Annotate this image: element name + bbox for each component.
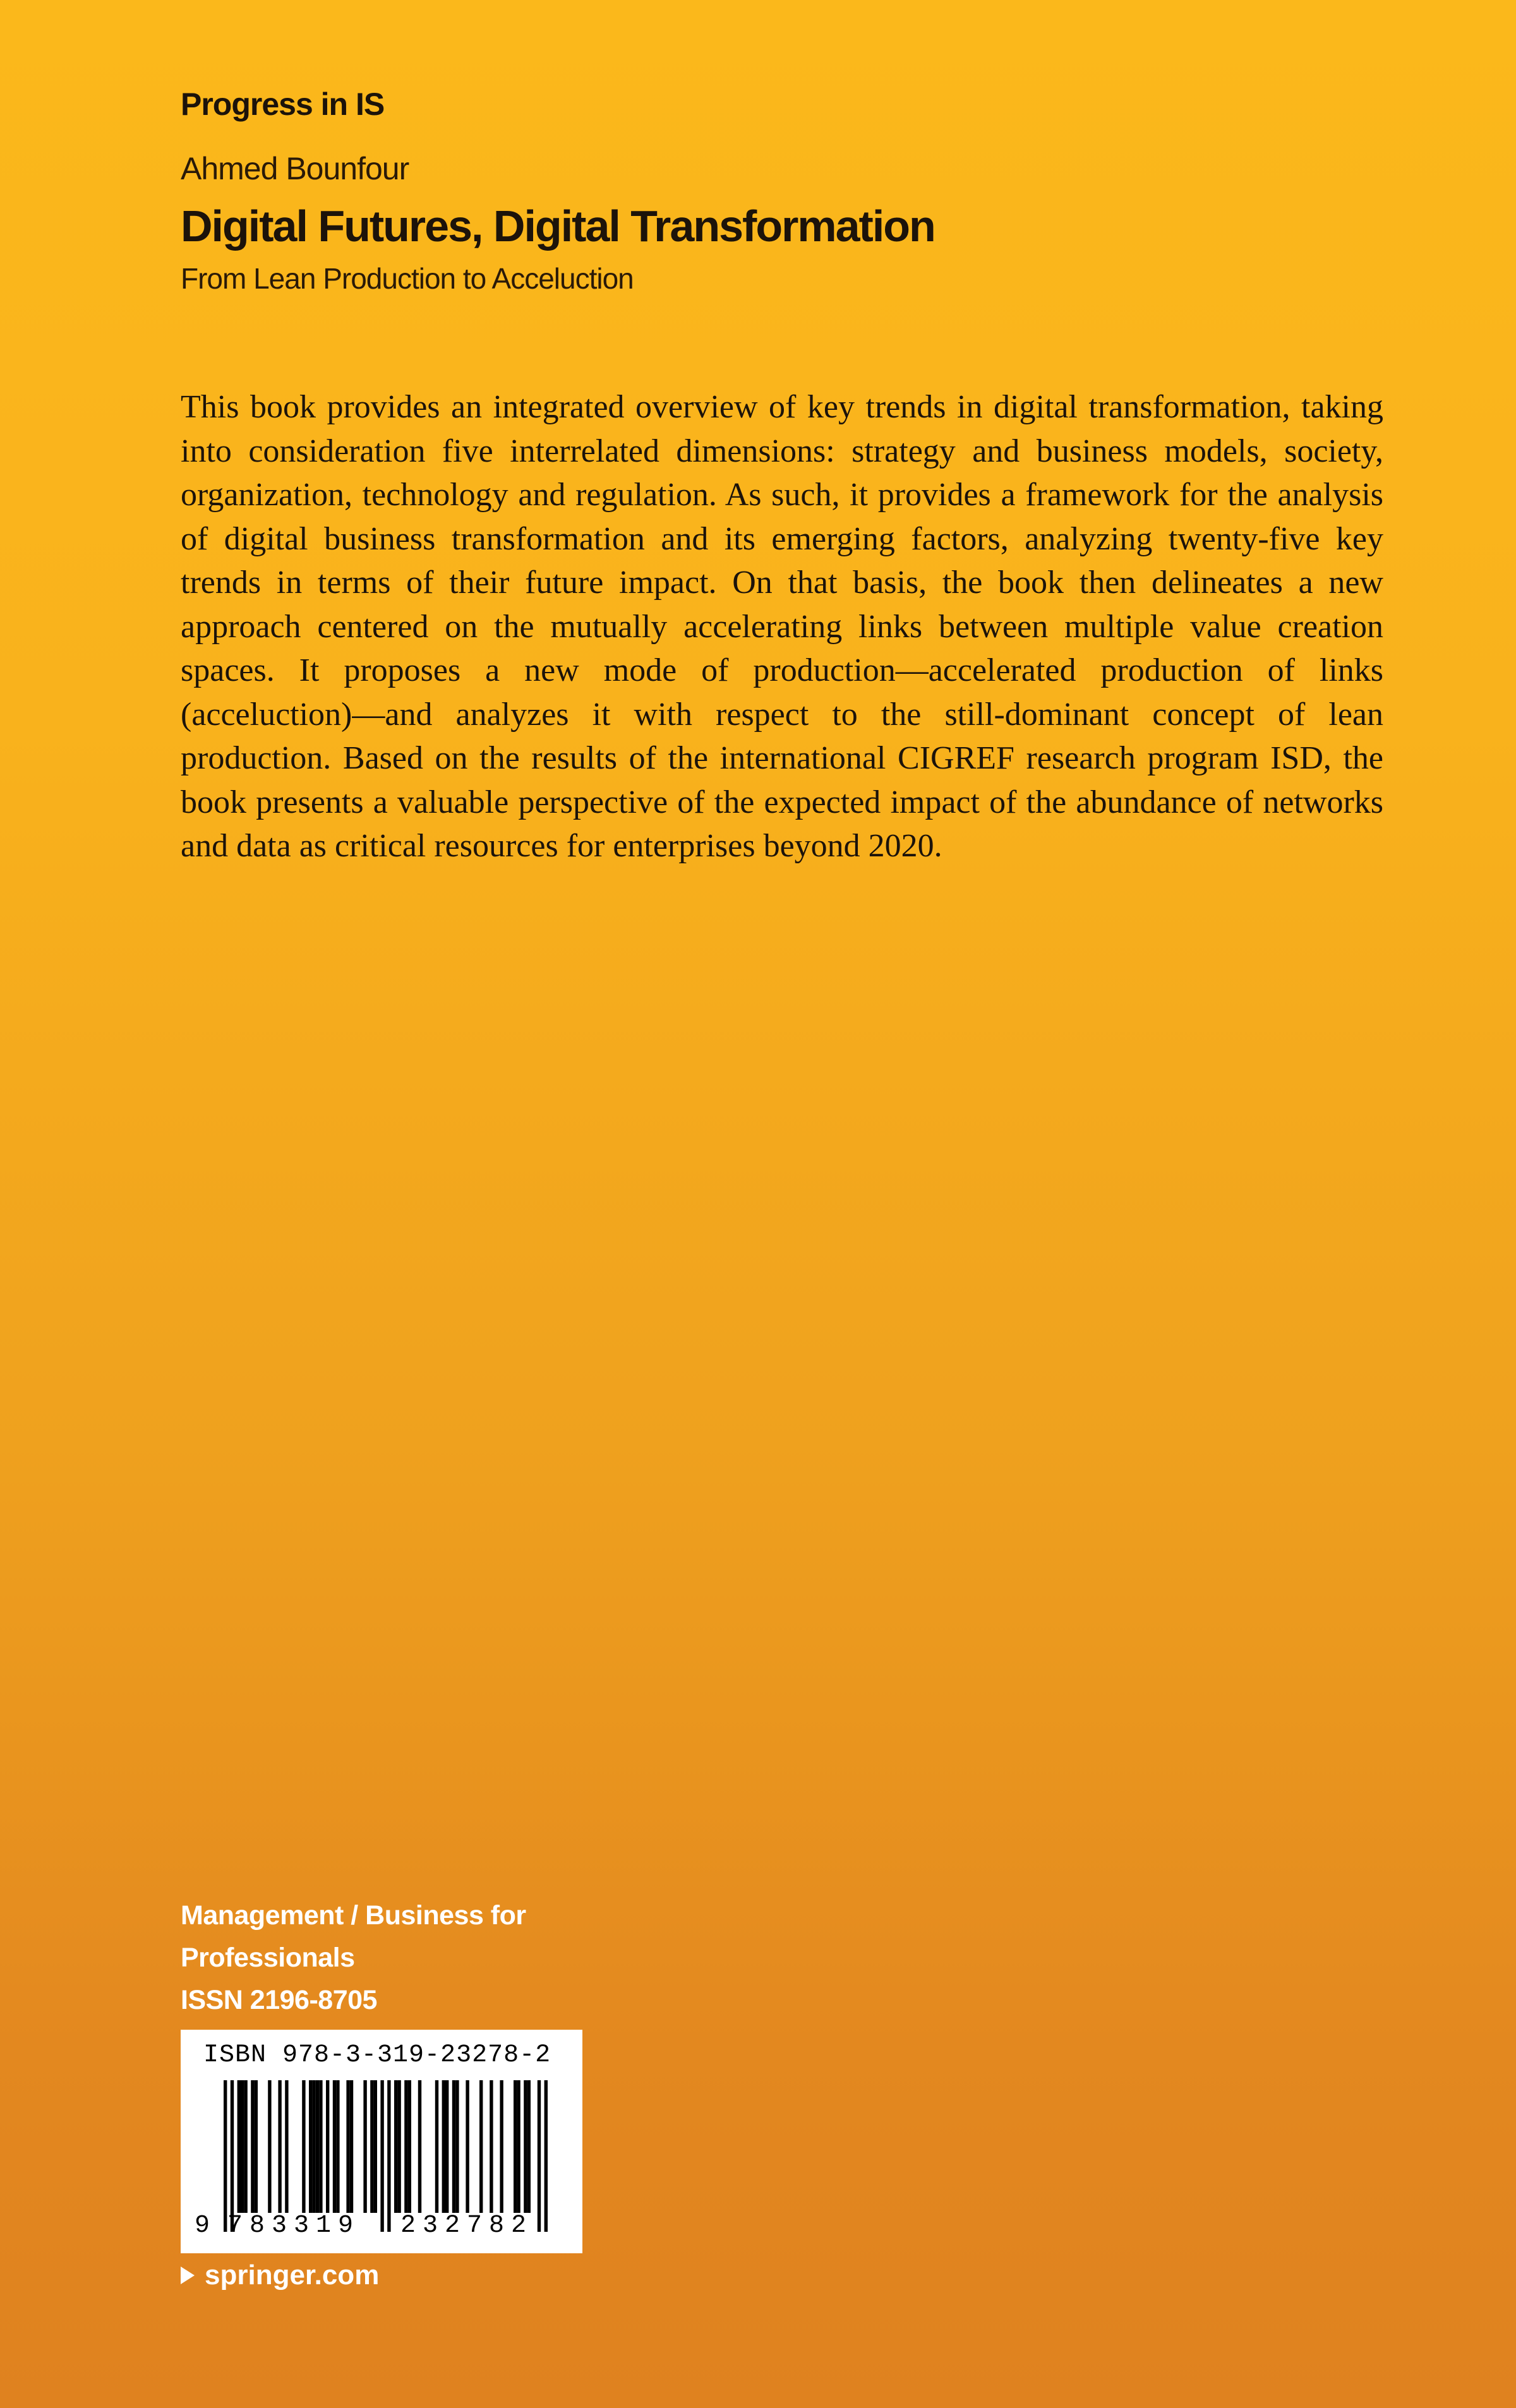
publisher-link-text: springer.com xyxy=(205,2260,380,2291)
barcode-bar xyxy=(490,2080,493,2213)
barcode-bar xyxy=(319,2080,322,2213)
barcode-bar xyxy=(418,2080,421,2213)
barcode-bar xyxy=(374,2080,377,2213)
barcode-bar xyxy=(380,2080,383,2232)
triangle-right-icon xyxy=(181,2267,195,2284)
issn: ISSN 2196-8705 xyxy=(181,1985,377,2015)
barcode-bar xyxy=(278,2080,281,2213)
isbn-label: ISBN 978-3-319-23278-2 xyxy=(203,2041,551,2070)
barcode-bar xyxy=(527,2080,531,2213)
barcode-bar xyxy=(350,2080,353,2213)
barcode-bar xyxy=(387,2080,390,2232)
isbn-barcode xyxy=(181,2030,582,2253)
barcode-bar xyxy=(326,2080,329,2213)
barcode-bar xyxy=(336,2080,339,2213)
category-line-1: Management / Business for xyxy=(181,1900,526,1931)
description-paragraph: This book provides an integrated overview of key trends in digital transformation, taking into consideration five interrelated dimensions: strategy and business models, society, organization, technology and regulation. As such, it provides a framework for the analysis of digital business transformation and its emerging factors, analyzing twenty-five key trends in terms of their future impact. On that basis, the book then delineates a new approach centered on the mutually accelerating links between multiple value creation spaces. It proposes a new mode of production—accelerated production of links (acceluction)—and analyzes it with respect to the still-dominant concept of lean production. Based on the results of the international CIGREF research program ISD, the book presents a valuable perspective of the expected impact of the abundance of networks and data as critical resources for enterprises beyond 2020. xyxy=(181,389,1383,864)
ean-first-digit: 9 xyxy=(195,2212,210,2240)
barcode-bar xyxy=(397,2080,400,2213)
barcode-bar xyxy=(302,2080,305,2213)
barcode-bar xyxy=(238,2080,241,2213)
barcode-bar xyxy=(363,2080,366,2213)
barcode-bar xyxy=(524,2080,527,2213)
series-name: Progress in IS xyxy=(181,87,385,122)
barcode-bar xyxy=(255,2080,258,2213)
barcode-bar xyxy=(312,2080,315,2213)
barcode-bar xyxy=(452,2080,455,2213)
barcode-bar xyxy=(445,2080,448,2213)
barcode-bar xyxy=(408,2080,411,2213)
category-line-2: Professionals xyxy=(181,1943,355,1973)
barcode-bar xyxy=(544,2080,548,2232)
barcode-bar xyxy=(455,2080,459,2213)
barcode-bar xyxy=(333,2080,336,2213)
barcode-bar xyxy=(268,2080,271,2213)
barcode-bar xyxy=(244,2080,247,2213)
ean-left-group: 783319 xyxy=(227,2212,361,2240)
barcode-bar xyxy=(517,2080,520,2213)
barcode-bar xyxy=(538,2080,541,2232)
book-description xyxy=(181,385,1383,868)
barcode-bar xyxy=(435,2080,438,2213)
barcode-bar xyxy=(241,2080,244,2213)
barcode-bar xyxy=(285,2080,288,2213)
publisher-link[interactable] xyxy=(181,2260,379,2291)
barcode-bar xyxy=(514,2080,517,2213)
book-subtitle: From Lean Production to Acceluction xyxy=(181,262,634,295)
barcode-bar xyxy=(442,2080,445,2213)
barcode-bar xyxy=(404,2080,407,2213)
subject-category xyxy=(181,1895,526,2022)
barcode-bar xyxy=(394,2080,397,2213)
author-name: Ahmed Bounfour xyxy=(181,151,409,186)
barcode-bar xyxy=(251,2080,254,2213)
book-title: Digital Futures, Digital Transformation xyxy=(181,201,935,251)
barcode-bar xyxy=(479,2080,483,2213)
ean-right-group: 232782 xyxy=(400,2212,534,2240)
barcode-bar xyxy=(500,2080,503,2213)
barcode-bar xyxy=(231,2080,234,2232)
barcode-bar xyxy=(316,2080,319,2213)
barcode-bar xyxy=(370,2080,373,2213)
barcode-bar xyxy=(224,2080,227,2232)
barcode-bar xyxy=(346,2080,349,2213)
barcode-bar xyxy=(466,2080,469,2213)
barcode-bar xyxy=(309,2080,312,2213)
